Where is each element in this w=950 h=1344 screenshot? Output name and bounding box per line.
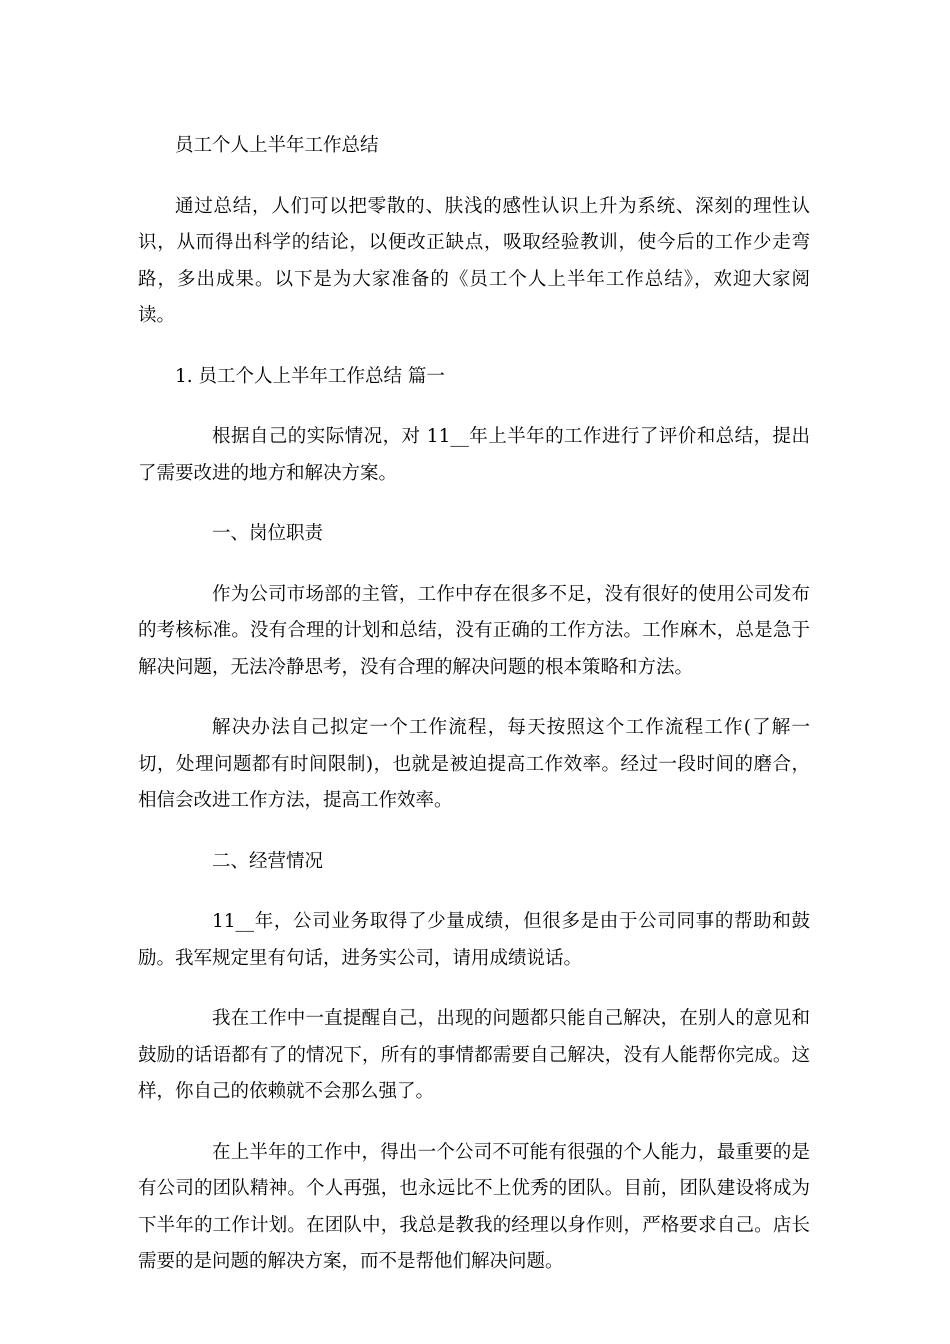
body-paragraph: 11__年，公司业务取得了少量成绩，但很多是由于公司同事的帮助和鼓励。我军规定里有句话，进务实公司，请用成绩说话。 bbox=[138, 911, 810, 969]
body-paragraph: 我在工作中一直提醒自己，出现的问题都只能自己解决，在别人的意见和鼓励的话语都有了的情况下，所有的事情都需要自己解决，没有人能帮你完成。这样，你自己的依赖就不会那么强了。 bbox=[138, 1008, 810, 1102]
subheading-job-duties: 一、岗位职责 bbox=[212, 523, 324, 544]
section-heading: 1. 员工个人上半年工作总结 篇一 bbox=[175, 365, 445, 387]
subheading-business-status: 二、经营情况 bbox=[212, 850, 324, 872]
body-paragraph: 作为公司市场部的主管，工作中存在很多不足，没有很好的使用公司发布的考核标准。没有合理的计划和总结，没有正确的工作方法。工作麻木，总是急于解决问题，无法冷静思考，没有合理的解决问题的根本策略和方法。 bbox=[138, 583, 810, 678]
document-title: 员工个人上半年工作总结 bbox=[175, 135, 379, 156]
intro-paragraph: 通过总结，人们可以把零散的、肤浅的感性认识上升为系统、深刻的理性认识，从而得出科学的结论，以便改正缺点，吸取经验教训，使今后的工作少走弯路，多出成果。以下是为大家准备的《员工个人上半年工作总结》，欢迎大家阅读。 bbox=[138, 195, 810, 326]
document-body bbox=[138, 128, 810, 1281]
body-paragraph: 根据自己的实际情况，对 11__年上半年的工作进行了评价和总结，提出了需要改进的地方和解决方案。 bbox=[138, 426, 810, 484]
body-paragraph: 解决办法自己拟定一个工作流程，每天按照这个工作流程工作(了解一切，处理问题都有时间限制)，也就是被迫提高工作效率。经过一段时间的磨合，相信会改进工作方法，提高工作效率。 bbox=[138, 717, 810, 811]
body-paragraph: 在上半年的工作中，得出一个公司不可能有很强的个人能力，最重要的是有公司的团队精神。个人再强，也永远比不上优秀的团队。目前，团队建设将成为下半年的工作计划。在团队中，我总是教我的经理以身作则，严格要求自己。店长需要的是问题的解决方案，而不是帮他们解决问题。 bbox=[138, 1141, 810, 1272]
